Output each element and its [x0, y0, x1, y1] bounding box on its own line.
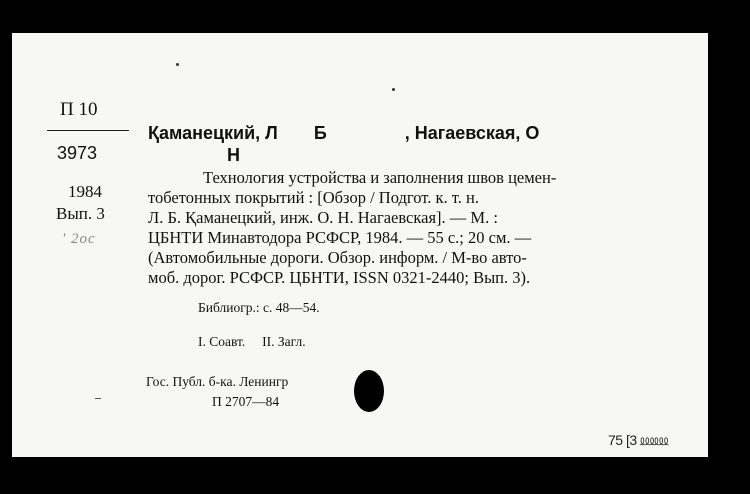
author-1: Қаманецкий, Л: [148, 123, 278, 143]
library-name: Гос. Публ. б-ка. Ленингр: [146, 374, 289, 389]
order-number: П 2707—84: [212, 394, 280, 409]
description-line: тобетонных покрытий : [Обзор / Подгот. к. т. н.: [148, 188, 479, 207]
description-line: Технология устройства и заполнения швов цемен-: [203, 168, 557, 187]
divider-line: [47, 130, 129, 131]
description-line: моб. дорог. РСФСР. ЦБНТИ, ISSN 0321-2440; Вып. 3).: [148, 268, 531, 287]
issue-number: Вып. 3: [56, 204, 105, 223]
description-line: Л. Б. Қаманецкий, инж. О. Н. Нагаевская]. — М. :: [148, 208, 498, 227]
ink-blot: [354, 370, 384, 412]
description-line: (Автомобильные дороги. Обзор. информ. / М-во авто-: [148, 248, 527, 267]
publication-year: 1984: [68, 182, 102, 201]
handwritten-note: ' 2ос: [62, 231, 96, 247]
dust-speck: [392, 88, 395, 91]
description-line: ЦБНТИ Минавтодора РСФСР, 1984. — 55 с.; 20 см. —: [148, 228, 532, 247]
index-terms: I. Соавт. II. Загл.: [198, 334, 306, 349]
heading-authors: [148, 124, 539, 142]
cutter-number: 3973: [57, 143, 98, 163]
catalog-card: [12, 33, 708, 457]
bibliography-note: Библиогр.: с. 48—54.: [198, 300, 320, 315]
stray-mark: [95, 398, 101, 399]
author-2-initial: Н: [227, 145, 240, 165]
bibliographic-description: [148, 168, 708, 288]
corner-stamp: 75 [3 ⅏⅏: [608, 432, 668, 448]
author-2: , Нагаевская, О: [404, 123, 540, 143]
dust-speck: [176, 63, 179, 66]
classification-code: П 10: [60, 99, 98, 120]
author-1-initial: Б: [313, 123, 327, 143]
